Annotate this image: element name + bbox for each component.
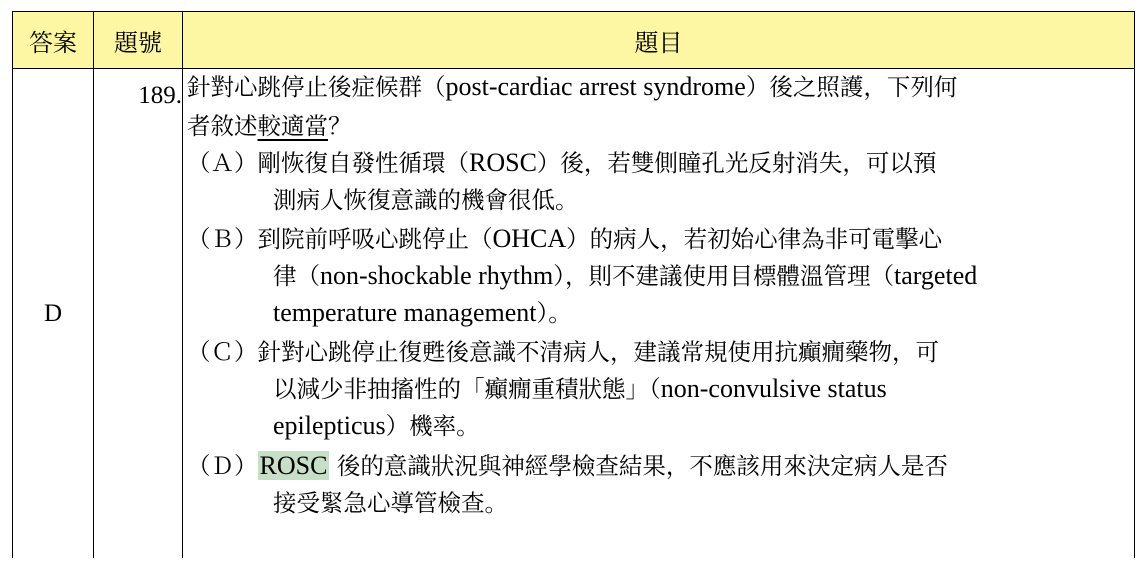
option-c-line-2: 以減少非抽搐性的「癲癇重積狀態」（non-convulsive status [273, 374, 887, 403]
option-a-line-2: 測病人恢復意識的機會很低。 [273, 186, 579, 214]
highlighted-term: ROSC [259, 451, 328, 480]
option-c-line-3: epilepticus）機率。 [273, 411, 480, 440]
column-divider [182, 12, 183, 558]
option-b-label: （Ｂ） [187, 225, 258, 253]
header-answer: 答案 [29, 28, 77, 57]
option-a-line-1: （Ａ）剛恢復自發性循環（ROSC）後，若雙側瞳孔光反射消失，可以預 [187, 148, 937, 177]
header-question: 題目 [634, 28, 683, 57]
question-number: 189. [138, 82, 182, 109]
option-b-line-1: （Ｂ）到院前呼吸心跳停止（OHCA）的病人，若初始心律為非可電擊心 [187, 224, 943, 253]
option-c-label: （Ｃ） [187, 338, 258, 366]
stem-line-2: 者敘述較適當？ [187, 112, 352, 140]
answer-cell: D [43, 299, 63, 327]
header-number: 題號 [114, 28, 162, 57]
emphasis-underline: 較適當 [257, 112, 328, 140]
option-c-line-1: （Ｃ）針對心跳停止復甦後意識不清病人，建議常規使用抗癲癇藥物，可 [187, 338, 939, 366]
stem-line-1: 針對心跳停止後症候群（post-cardiac arrest syndrome）後之照護，下列何 [187, 72, 958, 101]
option-b-line-3: temperature management）。 [273, 298, 572, 327]
option-d-line-1: （Ｄ）ROSC 後的意識狀況與神經學檢查結果，不應該用來決定病人是否 [187, 451, 948, 480]
option-b-line-2: 律（non-shockable rhythm），則不建議使用目標體溫管理（targeted [273, 261, 978, 290]
option-a-label: （Ａ） [187, 149, 258, 177]
option-d-line-2: 接受緊急心導管檢查。 [273, 489, 508, 517]
option-d-label: （Ｄ） [187, 452, 258, 480]
